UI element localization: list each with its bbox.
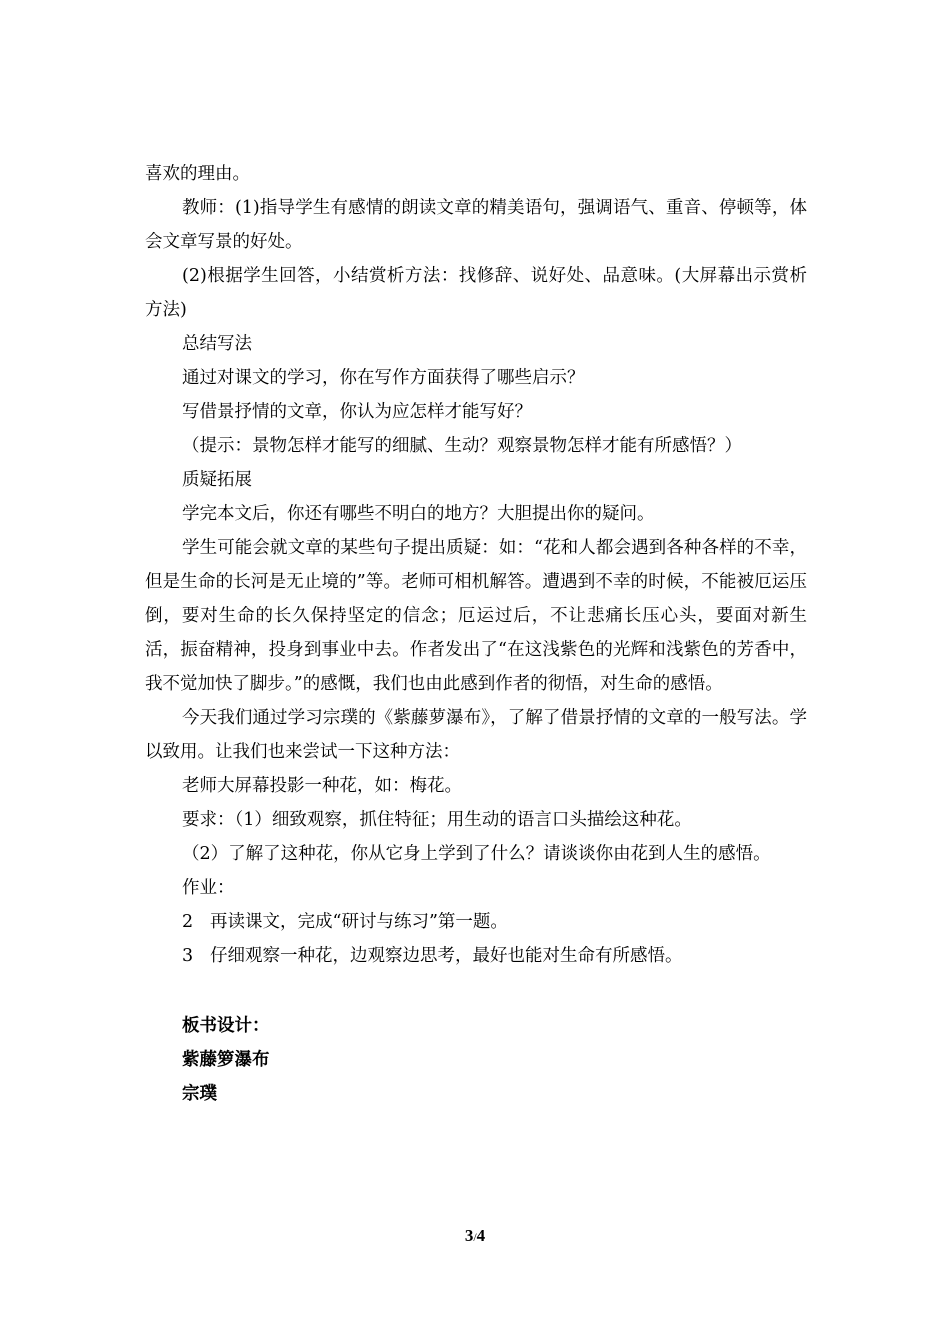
paragraph: 喜欢的理由。 xyxy=(145,164,250,184)
paragraph: （2）了解了这种花，你从它身上学到了什么？请谈谈你由花到人生的感悟。 xyxy=(182,844,771,864)
homework-text: 仔细观察一种花，边观察边思考，最好也能对生命有所感悟。 xyxy=(210,946,683,966)
homework-item xyxy=(145,905,807,939)
board-author: 宗璞 xyxy=(182,1084,217,1104)
paragraph: 老师大屏幕投影一种花，如：梅花。 xyxy=(182,776,462,796)
document-body xyxy=(145,157,807,1111)
page-number xyxy=(0,1226,950,1246)
paragraph: 学生可能会就文章的某些句子提出质疑：如：“花和人都会遇到各种各样的不幸，但是生命的长河是无止境的”等。老师可相机解答。遭遇到不幸的时候，不能被厄运压倒，要对生命的长久保持坚定的信念；厄运过后，不让悲痛长压心头，要面对新生活，振奋精神，投身到事业中去。作者发出了“在这浅紫色的光辉和浅紫色的芳香中，我不觉加快了脚步。”的感慨，我们也由此感到作者的彻悟，对生命的感悟。 xyxy=(145,538,807,694)
paragraph: （提示：景物怎样才能写的细腻、生动？观察景物怎样才能有所感悟？） xyxy=(182,436,742,456)
spacer xyxy=(145,973,807,1009)
total-pages: 4 xyxy=(476,1226,486,1245)
paragraph: 教师：(1)指导学生有感情的朗读文章的精美语句，强调语气、重音、停顿等，体会文章写景的好处。 xyxy=(145,198,807,252)
paragraph: 学完本文后，你还有哪些不明白的地方？大胆提出你的疑问。 xyxy=(182,504,655,524)
paragraph: 今天我们通过学习宗璞的《紫藤萝瀑布》，了解了借景抒情的文章的一般写法。学以致用。让我们也来尝试一下这种方法： xyxy=(145,708,807,762)
section-heading: 质疑拓展 xyxy=(182,470,252,490)
homework-number: 2 xyxy=(182,912,194,932)
board-title: 紫藤箩瀑布 xyxy=(182,1050,270,1070)
paragraph: (2)根据学生回答，小结赏析方法：找修辞、说好处、品意味。(大屏幕出示赏析方法) xyxy=(145,266,807,320)
page-separator: / xyxy=(473,1230,477,1244)
paragraph: 通过对课文的学习，你在写作方面获得了哪些启示？ xyxy=(182,368,585,388)
section-heading: 作业： xyxy=(182,878,235,898)
homework-item xyxy=(145,939,807,973)
paragraph: 要求：（1）细致观察，抓住特征；用生动的语言口头描绘这种花。 xyxy=(182,810,692,830)
board-heading: 板书设计： xyxy=(182,1016,270,1036)
homework-text: 再读课文，完成“研讨与练习”第一题。 xyxy=(210,912,508,932)
paragraph: 写借景抒情的文章，你认为应怎样才能写好？ xyxy=(182,402,532,422)
homework-number: 3 xyxy=(182,946,194,966)
current-page: 3 xyxy=(464,1226,474,1245)
section-heading: 总结写法 xyxy=(182,334,252,354)
